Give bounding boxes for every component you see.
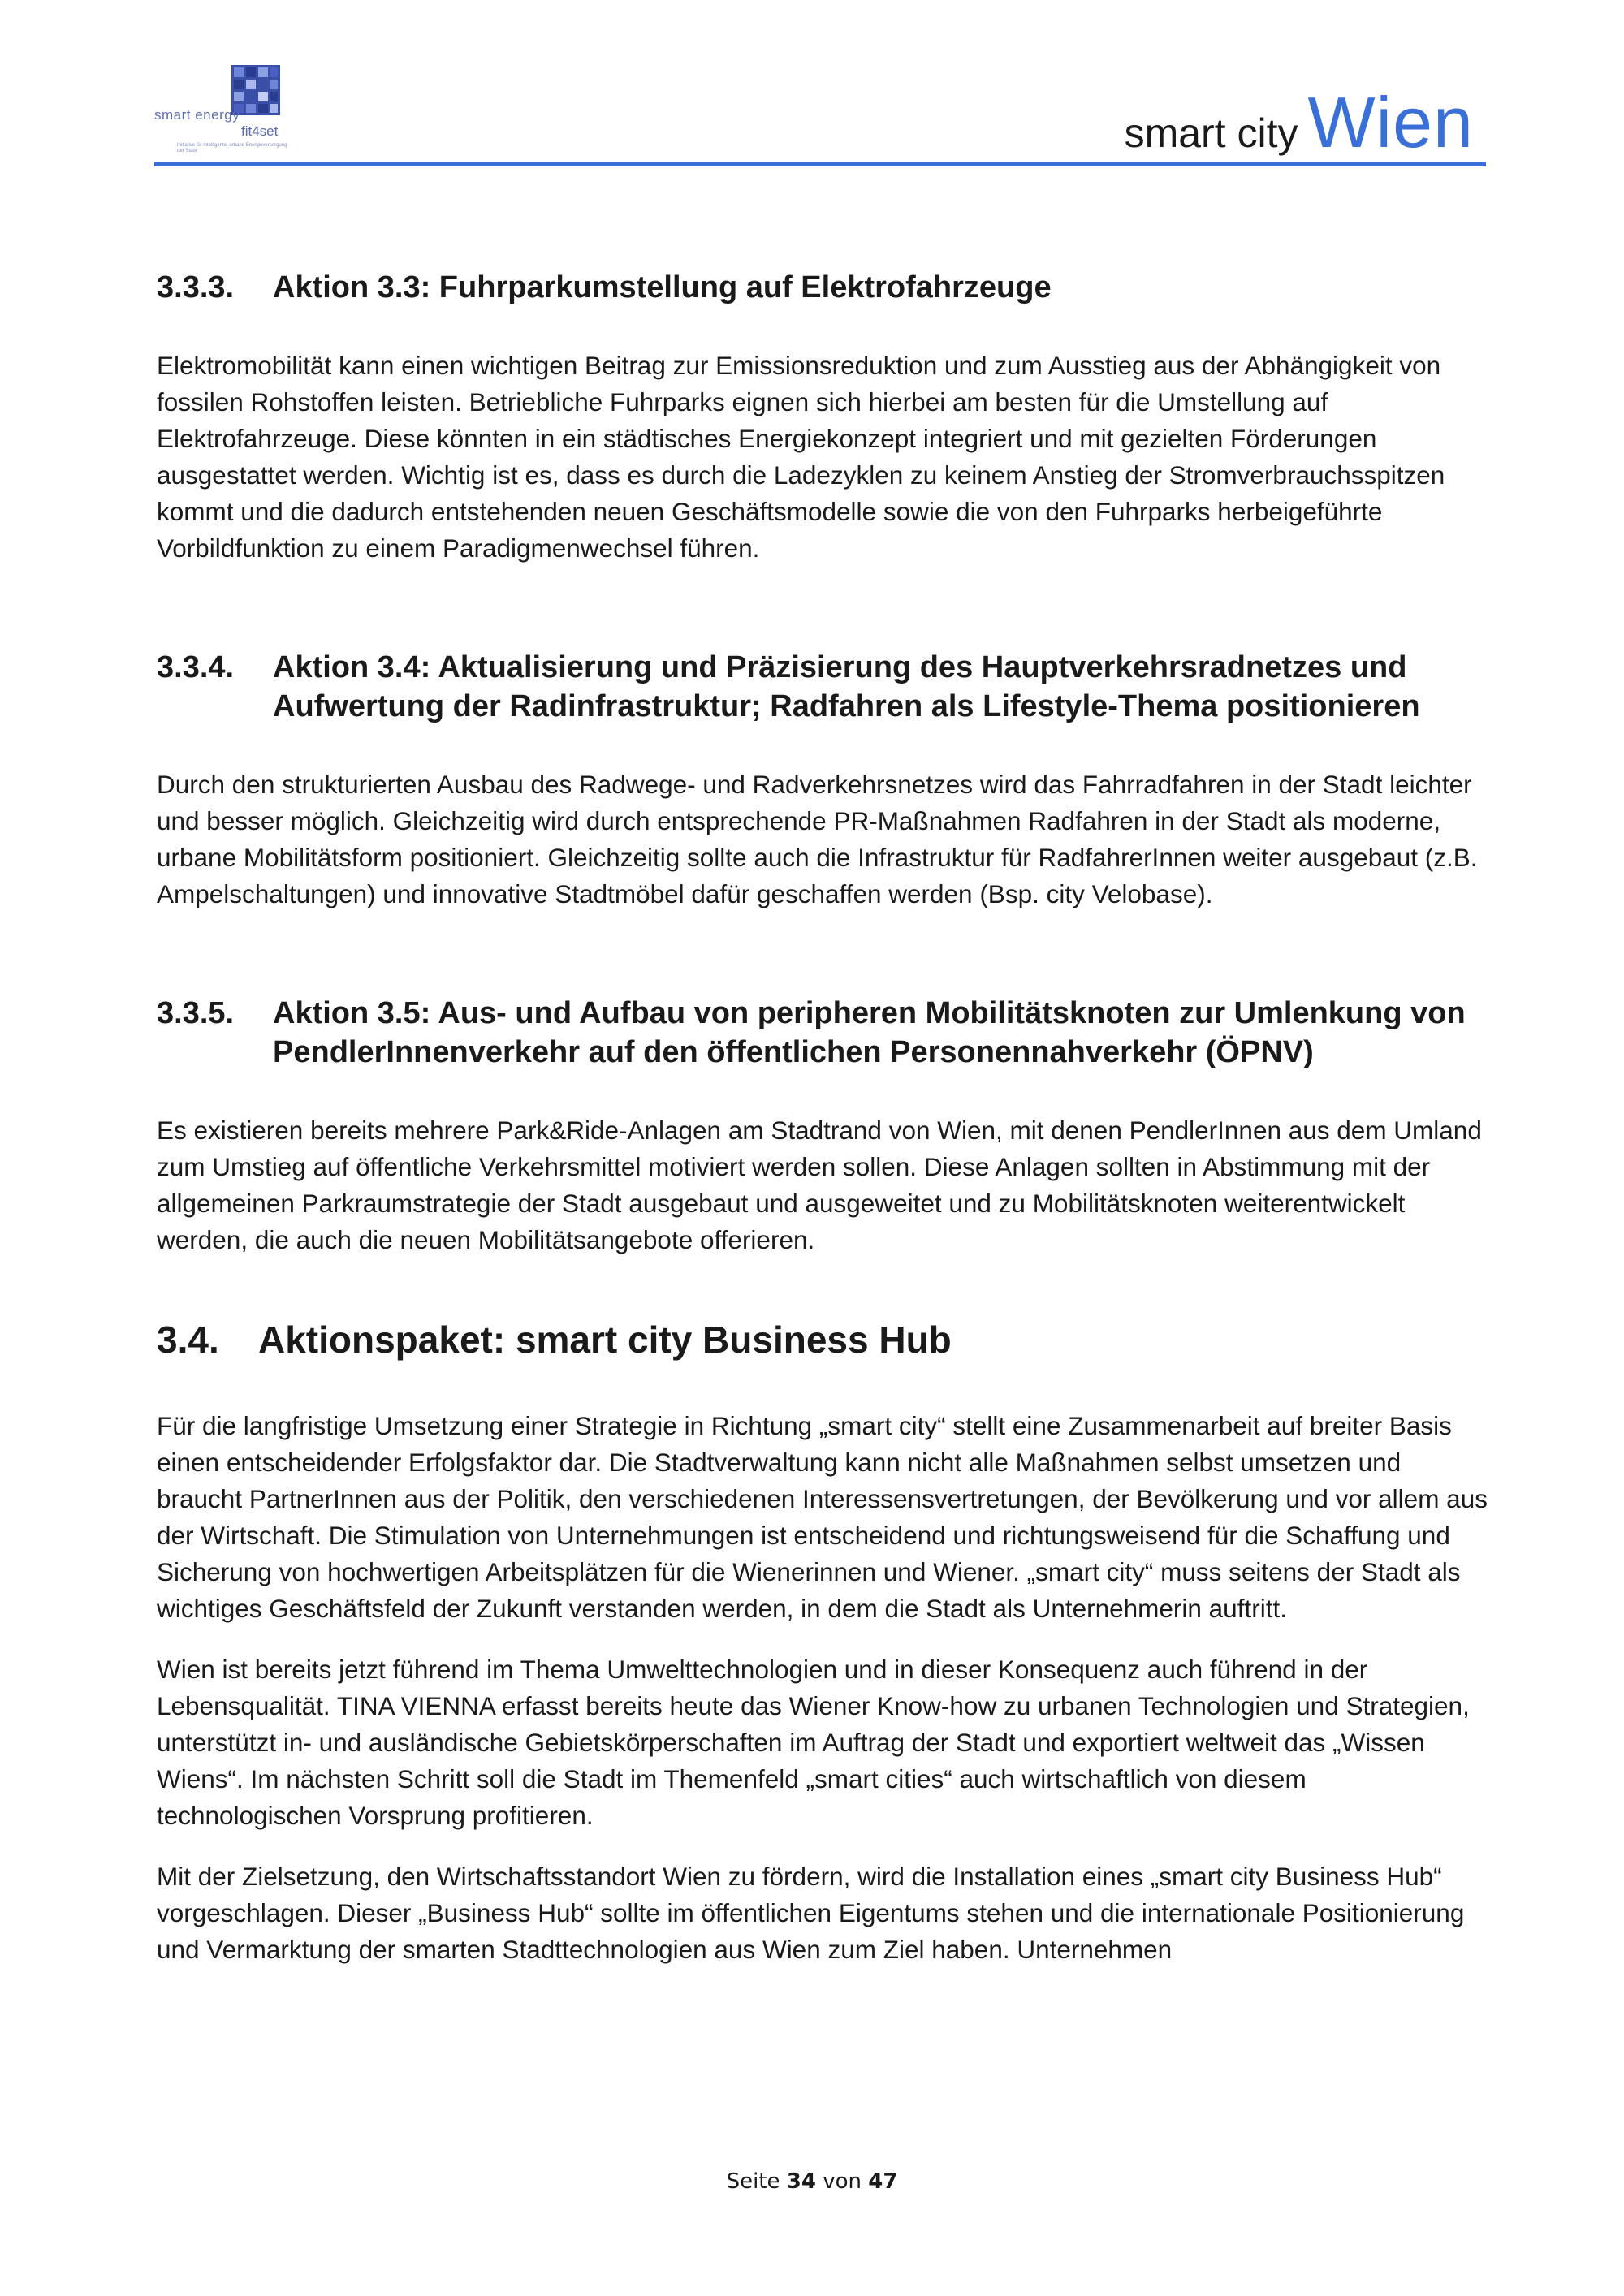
- section-heading-3-4: [157, 1317, 1488, 1362]
- section-paragraph: Für die langfristige Umsetzung einer Strategie in Richtung „smart city“ stellt eine Zusammenarbeit auf breiter Basis einen entscheidender Erfolgsfaktor dar. Die Stadtverwaltung kann nicht alle Maßnahmen selbst umsetzen und braucht PartnerInnen aus der Politik, den verschiedenen Interessensvertretungen, der Bevölkerung und vor allem aus der Wirtschaft. Die Stimulation von Unternehmungen ist entscheidend und richtungsweisend für die Schaffung und Sicherung von hochwertigen Arbeitsplätzen für die Wienerinnen und Wiener. „smart city“ muss seitens der Stadt als wichtiges Geschäftsfeld der Zukunft verstanden werden, in dem die Stadt als Unternehmerin auftritt.: [157, 1411, 1488, 1623]
- smart-city-wien-brand: [1125, 81, 1474, 164]
- footer-current-page: 34: [786, 2169, 816, 2194]
- section-number: 3.4.: [157, 1318, 219, 1361]
- section-title: Aktion 3.5: Aus- und Aufbau von peripheren Mobilitätsknoten zur Umlenkung von PendlerInnenverkehr auf den öffentlichen Personennahverkehr (ÖPNV): [273, 996, 1466, 1069]
- section-paragraph: Wien ist bereits jetzt führend im Thema Umwelttechnologien und in dieser Konsequenz auch führend in der Lebensqualität. TINA VIENNA erfasst bereits heute das Wiener Know-how zu urbanen Technologien und Strategien, unterstützt in- und ausländische Gebietskörperschaften im Auftrag der Stadt und exportiert weltweit das „Wissen Wiens“. Im nächsten Schritt soll die Stadt im Themenfeld „smart cities“ auch wirtschaftlich von diesem technologischen Vorsprung profitieren.: [157, 1655, 1470, 1830]
- section-title: Aktionspaket: smart city Business Hub: [258, 1318, 952, 1361]
- footer-label-von: von: [823, 2169, 862, 2194]
- logo-text-smart-energy: smart energy: [154, 107, 240, 123]
- section-heading-3-3-4: [157, 648, 1488, 726]
- section-number: 3.3.5.: [157, 996, 235, 1030]
- logo-tagline: Initiative für intelligente, urbane Energieversorgung der Stadt: [177, 143, 287, 153]
- section-number: 3.3.3.: [157, 270, 235, 304]
- smart-energy-logo: [154, 57, 287, 154]
- footer-label-seite: Seite: [726, 2169, 780, 2194]
- brand-wien: Wien: [1307, 82, 1474, 162]
- section-heading-3-3-3: [157, 268, 1488, 307]
- footer-total-pages: 47: [868, 2169, 898, 2194]
- section-number: 3.3.4.: [157, 650, 235, 684]
- section-title: Aktion 3.4: Aktualisierung und Präzisierung des Hauptverkehrsradnetzes und Aufwertung der Radinfrastruktur; Radfahren als Lifestyle-Thema positionieren: [273, 650, 1420, 723]
- header-divider: [154, 162, 1486, 166]
- page-header: [154, 57, 1486, 170]
- section-paragraph: Mit der Zielsetzung, den Wirtschaftsstandort Wien zu fördern, wird die Installation eines „smart city Business Hub“ vorgeschlagen. Dieser „Business Hub“ sollte im öffentlichen Eigentums stehen und die internationale Positionierung und Vermarktung der smarten Stadttechnologien aus Wien zum Ziel haben. Unternehmen: [157, 1862, 1465, 1964]
- brand-smart-city: smart city: [1124, 110, 1298, 156]
- section-heading-3-3-5: [157, 994, 1488, 1072]
- section-paragraph: Durch den strukturierten Ausbau des Radwege- und Radverkehrsnetzes wird das Fahrradfahren in der Stadt leichter und besser möglich. Gleichzeitig wird durch entsprechende PR-Maßnahmen Radfahren in der Stadt als moderne, urbane Mobilitätsform positioniert. Gleichzeitig sollte auch die Infrastruktur für RadfahrerInnen weiter ausgebaut (z.B. Ampelschaltungen) und innovative Stadtmöbel dafür geschaffen werden (Bsp. city Velobase).: [157, 770, 1478, 908]
- section-paragraph: Elektromobilität kann einen wichtigen Beitrag zur Emissionsreduktion und zum Ausstieg aus der Abhängigkeit von fossilen Rohstoffen leisten. Betriebliche Fuhrparks eignen sich hierbei am besten für die Umstellung auf Elektrofahrzeuge. Diese könnten in ein städtisches Energiekonzept integriert und mit gezielten Förderungen ausgestattet werden. Wichtig ist es, dass es durch die Ladezyklen zu keinem Anstieg der Stromverbrauchsspitzen kommt und die dadurch entstehenden neuen Geschäftsmodelle sowie die von den Fuhrparks herbeigeführte Vorbildfunktion zu einem Paradigmenwechsel führen.: [157, 351, 1445, 563]
- section-paragraph: Es existieren bereits mehrere Park&Ride-Anlagen am Stadtrand von Wien, mit denen PendlerInnen aus dem Umland zum Umstieg auf öffentliche Verkehrsmittel motiviert werden sollen. Diese Anlagen sollten in Abstimmung mit der allgemeinen Parkraumstrategie der Stadt ausgebaut und ausgeweitet und zu Mobilitätsknoten weiterentwickelt werden, die auch die neuen Mobilitätsangebote offerieren.: [157, 1116, 1482, 1254]
- logo-text-fit4set: fit4set: [241, 123, 279, 139]
- page-footer: [0, 2169, 1624, 2194]
- section-title: Aktion 3.3: Fuhrparkumstellung auf Elektrofahrzeuge: [273, 270, 1052, 304]
- document-body: [157, 268, 1488, 1968]
